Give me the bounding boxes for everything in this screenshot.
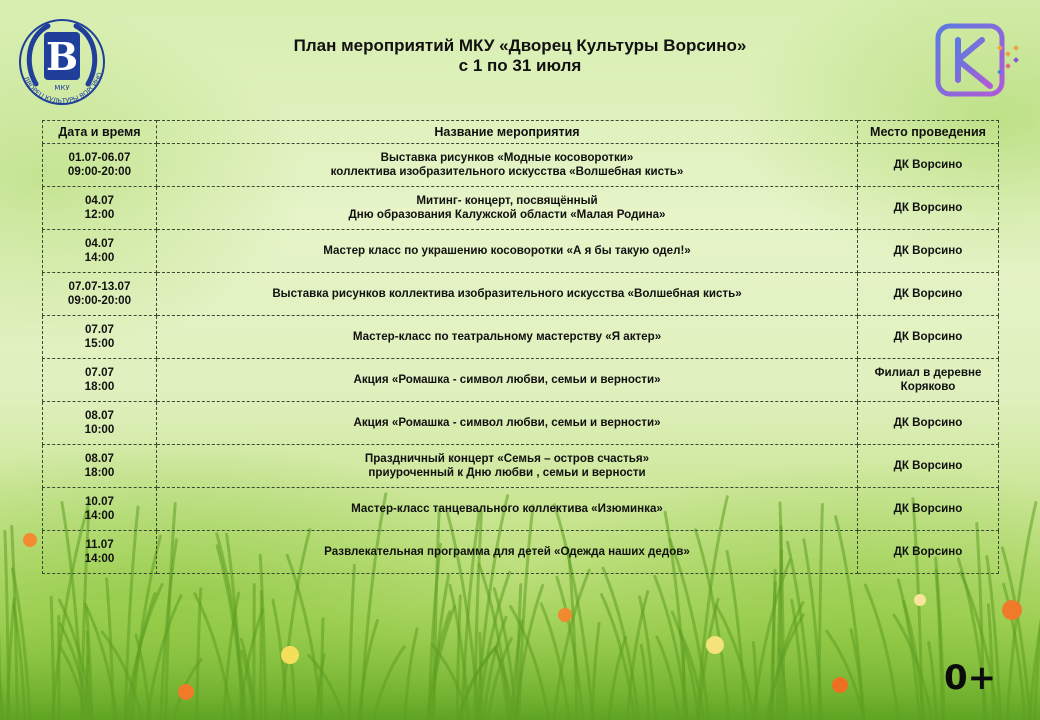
event-title-line: Дню образования Калужской области «Малая Родина» xyxy=(348,208,666,221)
event-date: 07.07-13.07 xyxy=(68,280,131,293)
event-place-cell xyxy=(858,273,999,316)
event-place-line: Коряково xyxy=(900,380,956,393)
event-title-cell xyxy=(157,531,858,574)
event-date: 08.07 xyxy=(84,409,114,422)
event-place-cell xyxy=(858,402,999,445)
event-date: 10.07 xyxy=(84,495,114,508)
lyre-logo-icon xyxy=(14,14,110,110)
event-place-line: ДК Ворсино xyxy=(893,545,963,558)
event-title-line: Мастер-класс танцевального коллектива «Изюминка» xyxy=(351,502,663,515)
event-place-cell xyxy=(858,445,999,488)
table-row xyxy=(43,359,999,402)
svg-text:В: В xyxy=(45,34,79,79)
event-datetime-cell xyxy=(43,273,157,316)
page-title xyxy=(120,36,920,76)
event-time: 09:00-20:00 xyxy=(67,165,132,178)
event-time: 18:00 xyxy=(84,380,115,393)
event-place-line: Филиал в деревне xyxy=(874,366,982,379)
event-datetime-cell xyxy=(43,187,157,230)
event-title-cell xyxy=(157,187,858,230)
event-datetime-cell xyxy=(43,359,157,402)
event-title-line: Развлекательная программа для детей «Одежда наших дедов» xyxy=(324,545,690,558)
event-title-line: Мастер класс по украшению косоворотки «А я бы такую одел!» xyxy=(323,244,691,257)
event-title-cell xyxy=(157,445,858,488)
title-line-1: План мероприятий МКУ «Дворец Культуры Ворсино» xyxy=(293,36,747,55)
table-row xyxy=(43,144,999,187)
event-title-cell xyxy=(157,316,858,359)
table-row xyxy=(43,402,999,445)
event-date: 07.07 xyxy=(84,366,114,379)
event-date: 11.07 xyxy=(85,538,114,551)
event-date: 07.07 xyxy=(84,323,114,336)
event-title-line: Акция «Ромашка - символ любви, семьи и верности» xyxy=(353,373,661,386)
column-header-title: Название мероприятия xyxy=(157,121,858,144)
event-datetime-cell xyxy=(43,402,157,445)
event-time: 14:00 xyxy=(84,552,115,565)
event-title-line: Выставка рисунков «Модные косоворотки» xyxy=(380,151,634,164)
event-datetime-cell xyxy=(43,445,157,488)
event-time: 15:00 xyxy=(84,337,115,350)
table-row xyxy=(43,187,999,230)
column-header-date: Дата и время xyxy=(43,121,157,144)
event-place-cell xyxy=(858,187,999,230)
event-time: 14:00 xyxy=(84,509,115,522)
event-place-cell xyxy=(858,316,999,359)
event-place-line: ДК Ворсино xyxy=(893,201,963,214)
event-place-line: ДК Ворсино xyxy=(893,287,963,300)
svg-text:МКУ: МКУ xyxy=(54,84,70,92)
age-rating-badge: 0+ xyxy=(944,658,997,698)
event-date: 01.07-06.07 xyxy=(68,151,131,164)
event-title-line: Акция «Ромашка - символ любви, семьи и верности» xyxy=(353,416,661,429)
event-title-cell xyxy=(157,230,858,273)
event-date: 04.07 xyxy=(84,194,114,207)
table-row xyxy=(43,230,999,273)
event-title-line: коллектива изобразительного искусства «Волшебная кисть» xyxy=(330,165,684,178)
event-place-line: ДК Ворсино xyxy=(893,330,963,343)
event-time: 10:00 xyxy=(84,423,115,436)
event-place-line: ДК Ворсино xyxy=(893,158,963,171)
column-header-place: Место проведения xyxy=(858,121,999,144)
event-time: 14:00 xyxy=(84,251,115,264)
event-title-cell xyxy=(157,144,858,187)
table-header-row xyxy=(43,121,999,144)
event-time: 18:00 xyxy=(84,466,115,479)
event-title-line: приуроченный к Дню любви , семьи и верности xyxy=(368,466,646,479)
event-datetime-cell xyxy=(43,144,157,187)
event-time: 12:00 xyxy=(84,208,115,221)
event-place-line: ДК Ворсино xyxy=(893,244,963,257)
event-place-cell xyxy=(858,359,999,402)
table-row xyxy=(43,531,999,574)
title-line-2: с 1 по 31 июля xyxy=(458,56,582,75)
event-place-line: ДК Ворсино xyxy=(893,459,963,472)
event-datetime-cell xyxy=(43,230,157,273)
event-title-cell xyxy=(157,359,858,402)
event-datetime-cell xyxy=(43,531,157,574)
k-brand-logo-icon xyxy=(932,22,1024,102)
event-place-line: ДК Ворсино xyxy=(893,502,963,515)
event-date: 08.07 xyxy=(84,452,114,465)
events-table xyxy=(42,120,999,574)
event-place-cell xyxy=(858,531,999,574)
event-title-line: Мастер-класс по театральному мастерству «Я актер» xyxy=(352,330,662,343)
event-place-cell xyxy=(858,230,999,273)
event-datetime-cell xyxy=(43,488,157,531)
event-title-cell xyxy=(157,273,858,316)
event-place-line: ДК Ворсино xyxy=(893,416,963,429)
event-title-cell xyxy=(157,402,858,445)
event-datetime-cell xyxy=(43,316,157,359)
event-title-line: Выставка рисунков коллектива изобразительного искусства «Волшебная кисть» xyxy=(272,287,742,300)
event-date: 04.07 xyxy=(84,237,114,250)
event-title-line: Праздничный концерт «Семья – остров счастья» xyxy=(364,452,650,465)
event-place-cell xyxy=(858,488,999,531)
table-row xyxy=(43,273,999,316)
svg-text:ДВОРЕЦ КУЛЬТУРЫ ВОРСИНО: ДВОРЕЦ КУЛЬТУРЫ ВОРСИНО xyxy=(21,71,105,106)
event-place-cell xyxy=(858,144,999,187)
event-title-line: Митинг- концерт, посвящённый xyxy=(416,194,598,207)
table-row xyxy=(43,445,999,488)
table-row xyxy=(43,316,999,359)
event-title-cell xyxy=(157,488,858,531)
event-time: 09:00-20:00 xyxy=(67,294,132,307)
table-row xyxy=(43,488,999,531)
